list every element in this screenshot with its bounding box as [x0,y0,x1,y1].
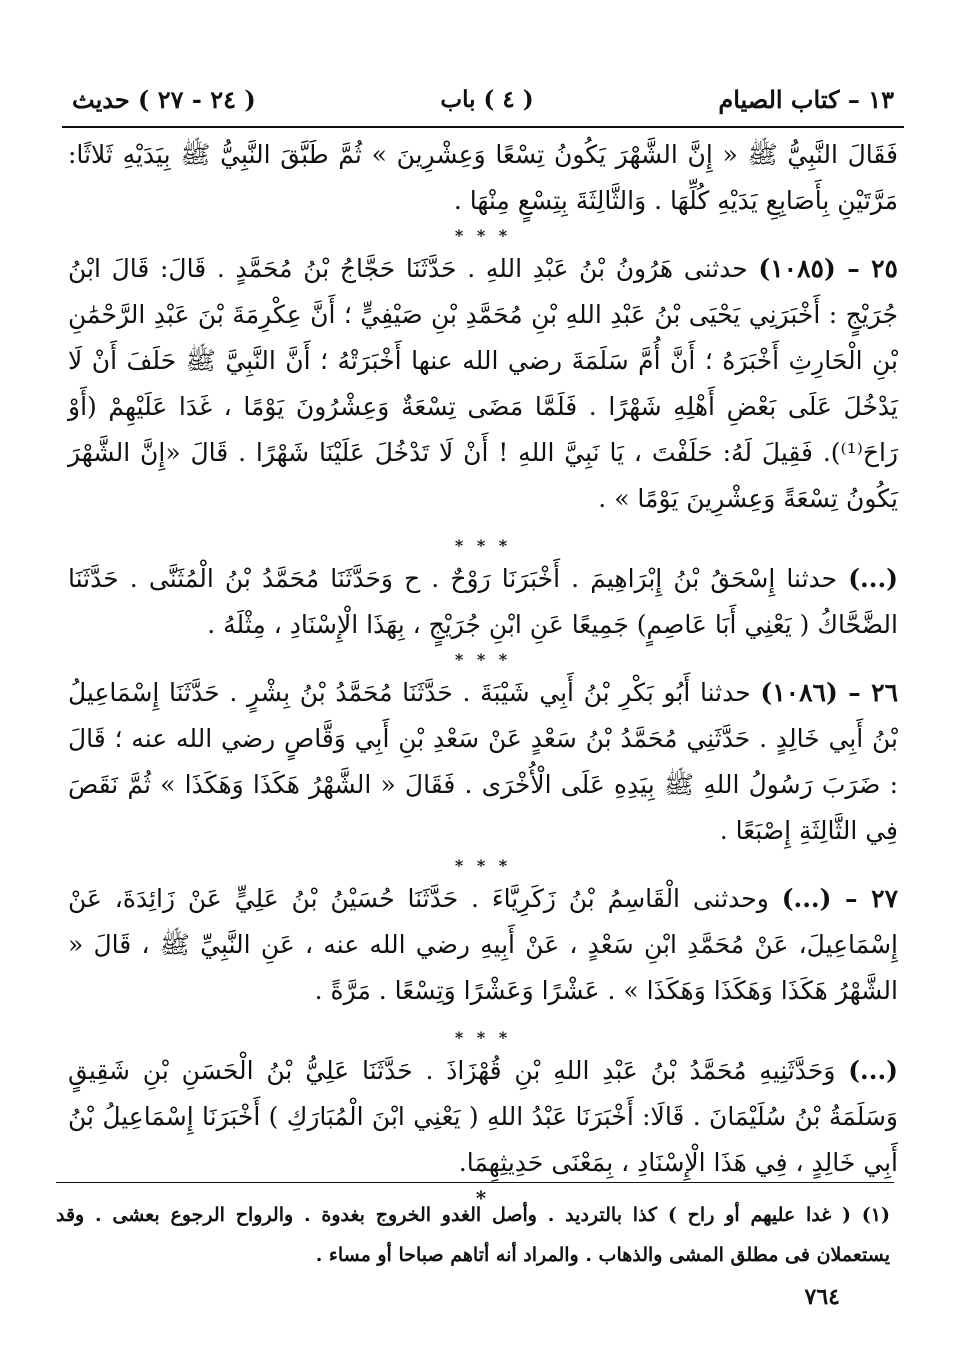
hadith-number: (...) [848,1056,898,1085]
separator: * * * [454,856,512,875]
page-number: ٧٦٤ [804,1284,840,1310]
paragraph-text: حدثنى هَرُونُ بْنُ عَبْدِ اللهِ . حَدَّثَنَا حَجَّاجُ بْنُ مُحَمَّدٍ . قَالَ: قَالَ ابْنُ جُرَيْجٍ : أَخْبَرَنِي يَحْيَى بْنُ عَبْدِ اللهِ بْنِ مُحَمَّدِ بْنِ صَيْفِيٍّ ؛ أَنَّ عِكْرِمَةَ بْنَ عَبْدِ الرَّحْمَٰنِ بْنِ الْحَارِثِ أَخْبَرَهُ ؛ أَنَّ أُمَّ سَلَمَةَ رضي الله عنها أَخْبَرَتْهُ ؛ أَنَّ النَّبِيَّ ﷺ حَلَفَ أَنْ لَا يَدْخُلَ عَلَى بَعْضِ أَهْلِهِ شَهْرًا . فَلَمَّا مَضَى تِسْعَةٌ وَعِشْرُونَ يَوْمًا ، غَدَا عَلَيْهِمْ (أَوْ رَاحَ⁽¹⁾). فَقِيلَ لَهُ: حَلَفْتَ ، يَا نَبِيَّ اللهِ ! أَنْ لَا تَدْخُلَ عَلَيْنَا شَهْرًا . قَالَ «إِنَّ الشَّهْرَ يَكُونُ تِسْعَةً وَعِشْرِينَ يَوْمًا » . [68,254,898,513]
header-chapter: ( ٤ ) باب [440,85,534,113]
page-body [62,80,904,1208]
paragraph-text: وَحَدَّثَنِيهِ مُحَمَّدُ بْنُ عَبْدِ اللهِ بْنِ قُهْزَاذَ . حَدَّثَنَا عَلِيُّ بْنُ الْحَسَنِ بْنِ شَقِيقٍ وَسَلَمَةُ بْنُ سُلَيْمَانَ . قَالَا: أَخْبَرَنَا عَبْدُ اللهِ ( يَعْنِي ابْنَ الْمُبَارَكِ ) أَخْبَرَنَا إِسْمَاعِيلُ بْنُ أَبِي خَالِدٍ ، فِي هَذَا الْإِسْنَادِ ، بِمَعْنَى حَدِيثِهِمَا. [68,1056,898,1177]
separator: * * * [454,536,512,555]
header-hadith-range: ( ٢٤ - ٢٧ ) حديث [72,84,256,114]
paragraph-continuation [62,132,904,224]
hadith-number: ٢٦ – (١٠٨٦) [760,678,898,707]
separator: * * * [454,1028,512,1047]
hadith-25 [62,246,904,522]
hadith-26 [62,670,904,854]
hadith-27 [62,876,904,1014]
hadith-number: ٢٧ – (...) [781,884,898,913]
paragraph-text: حدثنا إِسْحَقُ بْنُ إِبْرَاهِيمَ . أَخْبَرَنَا رَوْحٌ . ح وَحَدَّثَنَا مُحَمَّدُ بْنُ الْمُثَنَّى . حَدَّثَنَا الضَّحَّاكُ ( يَعْنِي أَبَا عَاصِمٍ) جَمِيعًا عَنِ ابْنِ جُرَيْجٍ ، بِهَذَا الْإِسْنَادِ ، مِثْلَهُ . [68,564,898,639]
hadith-number: (...) [848,564,898,593]
footnote: (١) ( غدا عليهم أو راح ) كذا بالترديد . وأصل الغدو الخروج بغدوة . والرواح الرجوع بعشى . وقد يستعملان فى مطلق المشى والذهاب . والمراد أنه أتاهم صباحا أو مساء . [56,1204,890,1266]
paragraph-text: وحدثنى الْقَاسِمُ بْنُ زَكَرِيَّاءَ . حَدَّثَنَا حُسَيْنُ بْنُ عَلِيٍّ عَنْ زَائِدَةَ، عَنْ إِسْمَاعِيلَ، عَنْ مُحَمَّدِ ابْنِ سَعْدٍ ، عَنْ أَبِيهِ رضي الله عنه ، عَنِ النَّبِيِّ ﷺ ، قَالَ « الشَّهْرُ هَكَذَا وَهَكَذَا وَهَكَذَا » . عَشْرًا وَعَشْرًا وَتِسْعًا . مَرَّةً . [68,884,898,1005]
end-mark: * [475,1186,491,1210]
paragraph-text: فَقَالَ النَّبِيُّ ﷺ « إِنَّ الشَّهْرَ يَكُونُ تِسْعًا وَعِشْرِينَ » ثُمَّ طَبَّقَ النَّبِيُّ ﷺ بِيَدَيْهِ ثَلاثًا: مَرَّتَيْنِ بِأَصَابِعِ يَدَيْهِ كُلِّهَا . وَالثَّالِثَةَ بِتِسْعٍ مِنْهَا . [68,140,898,215]
separator: * * * [454,650,512,669]
hadith-number: ٢٥ – (١٠٨٥) [758,254,898,283]
separator: * * * [454,226,512,245]
header-book-title: ١٣ – كتاب الصيام [718,84,894,114]
paragraph-text: حدثنا أَبُو بَكْرِ بْنُ أَبِي شَيْبَةَ . حَدَّثَنَا مُحَمَّدُ بْنُ بِشْرٍ . حَدَّثَنَا إِسْمَاعِيلُ بْنُ أَبِي خَالِدٍ . حَدَّثَنِي مُحَمَّدُ بْنُ سَعْدٍ عَنْ سَعْدِ بْنِ أَبِي وَقَّاصٍ رضي الله عنه ؛ قَالَ : ضَرَبَ رَسُولُ اللهِ ﷺ بِيَدِهِ عَلَى الْأُخْرَى . فَقَالَ « الشَّهْرُ هَكَذَا وَهَكَذَا » ثُمَّ نَقَصَ فِي الثَّالِثَةِ إِصْبَعًا . [68,678,898,845]
page-header [62,80,904,128]
hadith-25-chain [62,556,904,648]
hadith-27-chain [62,1048,904,1186]
footnote-divider [56,1182,894,1183]
